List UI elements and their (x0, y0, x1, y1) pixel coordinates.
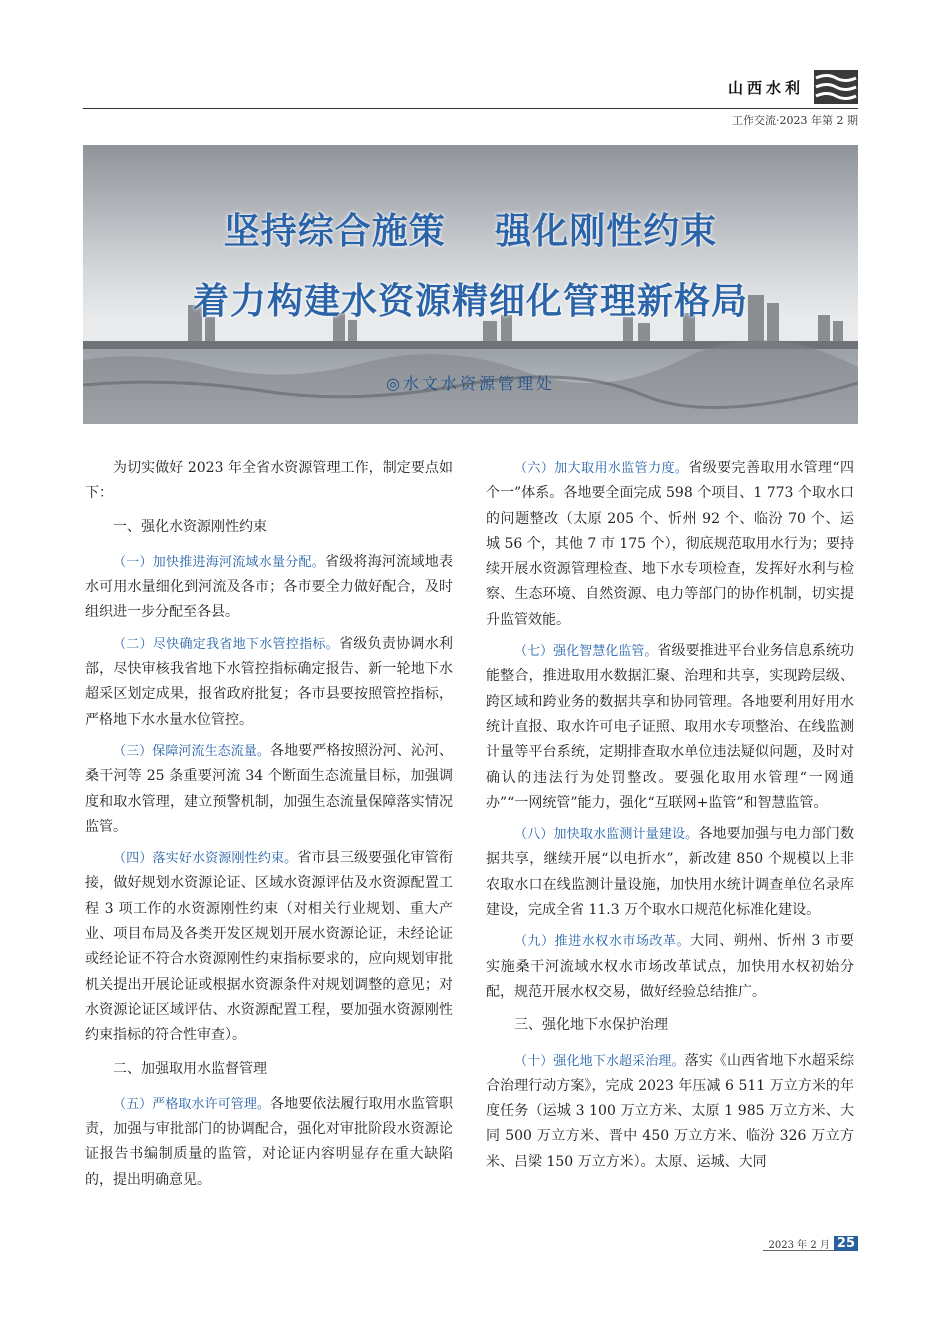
paragraph-3-text: 各地要严格按照汾河、沁河、桑干河等 25 条重要河流 34 个断面生态流量目标，加强调度和取水管理，建立预警机制，加强生态流量保障落实情况监管。 (85, 742, 453, 835)
paragraph-7-text: 省级要推进平台业务信息系统功能整合，推进取用水数据汇聚、治理和共享，实现跨层级、跨区域和跨业务的数据共享和协同管理。各地要利用好用水统计直报、取水许可电子证照、取用水专项整治、在线监测计量等平台系统，定期排查取水单位违法疑似问题，及时对确认的违法行为处罚整改。要强化取用水管理“一网通办”“一网统管”能力，强化“互联网+监管”和智慧监管。 (486, 643, 854, 811)
article-title-line2: 着力构建水资源精细化管理新格局 (192, 281, 748, 322)
paragraph-9-text: 大同、朔州、忻州 3 市要实施桑干河流域水权水市场改革试点，加快用水权初始分配，规范开展水权交易，做好经验总结推广。 (486, 933, 854, 1000)
footer-date: 2023 年 2 月 (768, 1240, 830, 1251)
paragraph-10-lead: （十）强化地下水超采治理。 (514, 1053, 685, 1069)
paragraph-7 (486, 639, 854, 816)
paragraph-6-lead: （六）加大取用水监管力度。 (514, 461, 689, 476)
paragraph-1 (85, 550, 453, 626)
right-column (486, 456, 854, 1175)
paragraph-4-lead: （四）落实好水资源刚性约束。 (113, 851, 298, 867)
page-number: 25 (834, 1236, 858, 1251)
paragraph-5-lead: （五）严格取水许可管理。 (113, 1096, 270, 1112)
paragraph-4 (85, 846, 453, 1048)
left-column (85, 456, 453, 1193)
intro-paragraph: 为切实做好 2023 年全省水资源管理工作，制定要点如下： (85, 460, 453, 502)
journal-header (728, 70, 858, 104)
paragraph-5 (85, 1092, 453, 1193)
journal-logo-icon (814, 70, 858, 104)
paragraph-7-lead: （七）强化智慧化监管。 (514, 644, 658, 660)
paragraph-9 (486, 929, 854, 1005)
paragraph-6-text: 省级要完善取用水管理“四个一”体系。各地要全面完成 598 个项目、1 773 个取水口的问题整改（太原 205 个、忻州 92 个、临汾 70 个、运城 56 个，其他 7 市 175 个），彻底规范取用水行为；要持续开展水资源管理检查、地下水专项检查，发挥好水利与检察、生态环境、自然资源、电力等部门的协作机制，切实提升监管效能。 (486, 460, 854, 628)
paragraph-1-text: 省级将海河流域地表水可用水量细化到河流及各市；各市要全力做好配合，及时组织进一步分配至各县。 (85, 553, 453, 621)
header-rule (83, 108, 858, 109)
paragraph-8-lead: （八）加快取水监测计量建设。 (514, 827, 699, 843)
paragraph-3-lead: （三）保障河流生态流量。 (113, 743, 270, 759)
issue-info: 工作交流·2023 年第 2 期 (732, 114, 858, 127)
journal-name: 山西水利 (727, 78, 804, 97)
section3-heading: 三、强化地下水保护治理 (514, 1017, 668, 1034)
paragraph-5-text: 各地要依法履行取用水监管职责，加强与审批部门的协调配合，强化对审批阶段水资源论证报告书编制质量的监管，对论证内容明显存在重大缺陷的，提出明确意见。 (85, 1095, 453, 1188)
paragraph-1-lead: （一）加快推进海河流域水量分配。 (113, 554, 325, 570)
author-byline: ◎水文水资源管理处 (386, 374, 555, 393)
article-title-line1: 坚持综合施策 强化刚性约束 (223, 211, 718, 252)
paragraph-4-text: 省市县三级要强化审管衔接，做好规划水资源论证、区域水资源评估及水资源配置工程 3 项工作的水资源刚性约束（对相关行业规划、重大产业、项目布局及各类开发区规划开展水资源论证，未经论证或经论证不符合水资源刚性约束指标要求的，应向规划审批机关提出开展论证或根据水资源条件对规划调整的意见；对水资源论证区域评估、水资源配置工程，要加强水资源刚性约束指标的符合性审查）。 (85, 850, 453, 1044)
paragraph-8-text: 各地要加强与电力部门数据共享，继续开展“以电折水”，新改建 850 个规模以上非农取水口在线监测计量设施，加快用水统计调查单位名录库建设，完成全省 11.3 万个取水口规范化标准化建设。 (486, 826, 854, 919)
paragraph-3 (85, 739, 453, 840)
paragraph-10-text: 落实《山西省地下水超采综合治理行动方案》，完成 2023 年压减 6 511 万立方米的年度任务（运城 3 100 万立方米、太原 1 985 万立方米、大同 500 万立方米、晋中 450 万立方米、临汾 326 万立方米、吕梁 150 万立方米）。太原、运城、大同 (486, 1052, 854, 1170)
paragraph-6 (486, 456, 854, 633)
paragraph-9-lead: （九）推进水权水市场改革。 (514, 934, 691, 950)
paragraph-2 (85, 632, 453, 733)
paragraph-10 (486, 1049, 854, 1175)
section2-heading: 二、加强取用水监督管理 (113, 1060, 267, 1077)
page-footer (769, 1236, 858, 1251)
paragraph-2-text: 省级负责协调水利部，尽快审核我省地下水管控指标确定报告、新一轮地下水超采区划定成果，报省政府批复；各市县要按照管控指标，严格地下水水量水位管控。 (85, 635, 453, 728)
section1-heading: 一、强化水资源刚性约束 (113, 518, 267, 535)
paragraph-8 (486, 822, 854, 923)
title-banner (83, 145, 858, 424)
paragraph-2-lead: （二）尽快确定我省地下水管控指标。 (113, 636, 339, 652)
